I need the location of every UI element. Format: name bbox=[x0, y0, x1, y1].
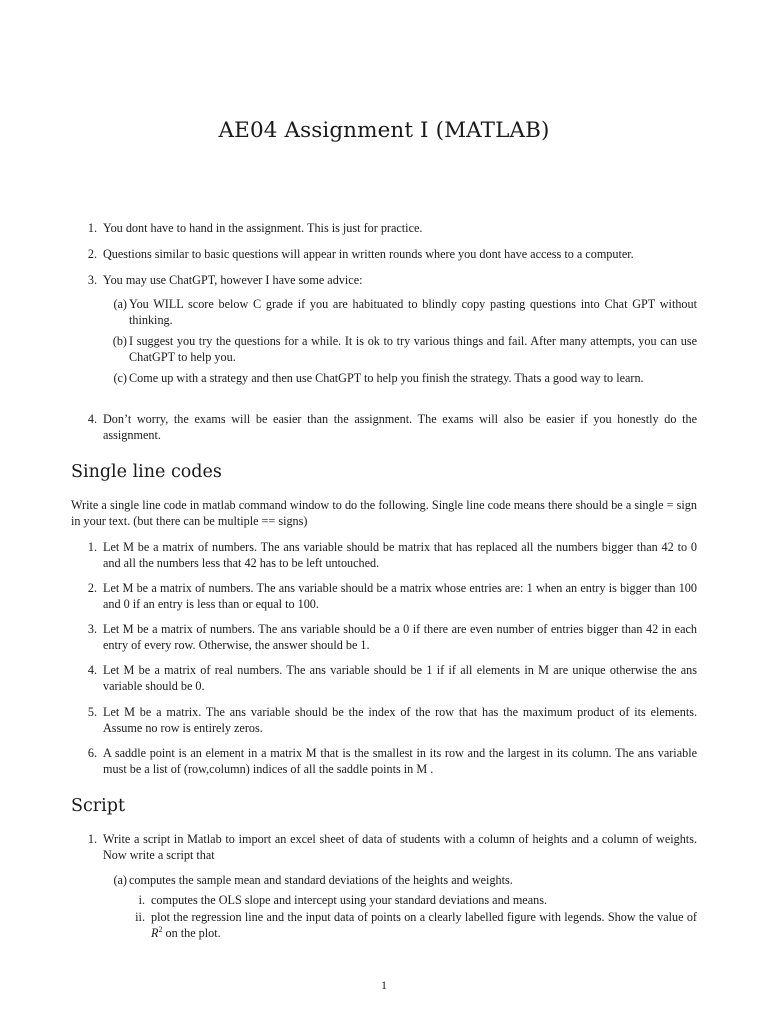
document-title: AE04 Assignment I (MATLAB) bbox=[218, 118, 550, 143]
section-heading-script: Script bbox=[71, 796, 125, 816]
section-heading-single-line-codes: Single line codes bbox=[71, 462, 222, 482]
section-intro-paragraph: Write a single line code in matlab command window to do the following. Single line code means there should be a single = sign in your text. (but there can be multiple == signs) bbox=[71, 498, 697, 528]
sub-sub-item-label: i. bbox=[138, 893, 145, 907]
sub-sub-item-text bbox=[151, 910, 697, 941]
exercise-text: Let M be a matrix. The ans variable should be the index of the row that has the maximum product of its elements. Assume no row is entirely zeros. bbox=[103, 705, 697, 735]
exercise-text: Let M be a matrix of numbers. The ans variable should be a matrix whose entries are: 1 when an entry is bigger than 100 and 0 if an entry is less than or equal to 100. bbox=[103, 581, 697, 611]
exercise-number: 2. bbox=[87, 581, 97, 595]
exercise-text: Let M be a matrix of numbers. The ans variable should be matrix that has replaced all the numbers bigger than 42 to 0 and all the numbers less that 42 has to be left untouched. bbox=[103, 540, 697, 570]
sub-item-label: (a) bbox=[113, 873, 127, 887]
text-before-formula: plot the regression line and the input data of points on a clearly labelled figure with legends. Show the value of bbox=[151, 910, 697, 924]
intro-item-number: 1. bbox=[87, 221, 97, 235]
advice-item-text: Come up with a strategy and then use ChatGPT to help you finish the strategy. Thats a good way to learn. bbox=[129, 371, 644, 385]
intro-item-text: You dont have to hand in the assignment. This is just for practice. bbox=[103, 221, 423, 235]
exercise-number: 6. bbox=[87, 746, 97, 760]
intro-item-number: 4. bbox=[87, 412, 97, 426]
page-number: 1 bbox=[381, 978, 387, 992]
advice-item-text: I suggest you try the questions for a while. It is ok to try various things and fail. After many attempts, you can use ChatGPT to help you. bbox=[129, 334, 697, 364]
advice-item-label: (b) bbox=[112, 334, 127, 348]
intro-item-text: Don’t worry, the exams will be easier than the assignment. The exams will also be easier if you honestly do the assignment. bbox=[103, 412, 697, 442]
sub-item-text: computes the sample mean and standard deviations of the heights and weights. bbox=[129, 873, 513, 887]
intro-item-number: 2. bbox=[87, 247, 97, 261]
advice-item-label: (c) bbox=[113, 371, 127, 385]
exercise-number: 4. bbox=[87, 663, 97, 677]
exercise-number: 5. bbox=[87, 705, 97, 719]
exercise-text: Let M be a matrix of numbers. The ans variable should be a 0 if there are even number of entries bigger than 42 in each entry of every row. Otherwise, the answer should be 1. bbox=[103, 622, 697, 652]
sub-sub-item-text: computes the OLS slope and intercept using your standard deviations and means. bbox=[151, 893, 548, 907]
exercise-number: 1. bbox=[87, 540, 97, 554]
advice-item-text: You WILL score below C grade if you are habituated to blindly copy pasting questions into Chat GPT without thinking. bbox=[129, 297, 697, 327]
exercise-number: 1. bbox=[87, 832, 97, 846]
r-squared-exponent: 2 bbox=[158, 924, 163, 934]
intro-item-text: You may use ChatGPT, however I have some advice: bbox=[103, 273, 363, 287]
intro-item-number: 3. bbox=[87, 273, 97, 287]
exercise-text: A saddle point is an element in a matrix M that is the smallest in its row and the largest in its column. The ans variable must be a list of (row,column) indices of all the saddle points in M . bbox=[103, 746, 697, 776]
exercise-number: 3. bbox=[87, 622, 97, 636]
intro-item-text: Questions similar to basic questions will appear in written rounds where you dont have access to a computer. bbox=[103, 247, 634, 261]
exercise-text: Write a script in Matlab to import an excel sheet of data of students with a column of heights and a column of weights. Now write a script that bbox=[103, 832, 697, 862]
sub-sub-item-label: ii. bbox=[135, 910, 145, 924]
advice-item-label: (a) bbox=[113, 297, 127, 311]
exercise-text: Let M be a matrix of real numbers. The ans variable should be 1 if if all elements in M are unique otherwise the ans variable should be 0. bbox=[103, 663, 697, 693]
text-after-formula: on the plot. bbox=[162, 925, 221, 940]
r-squared-symbol: R bbox=[151, 925, 159, 940]
